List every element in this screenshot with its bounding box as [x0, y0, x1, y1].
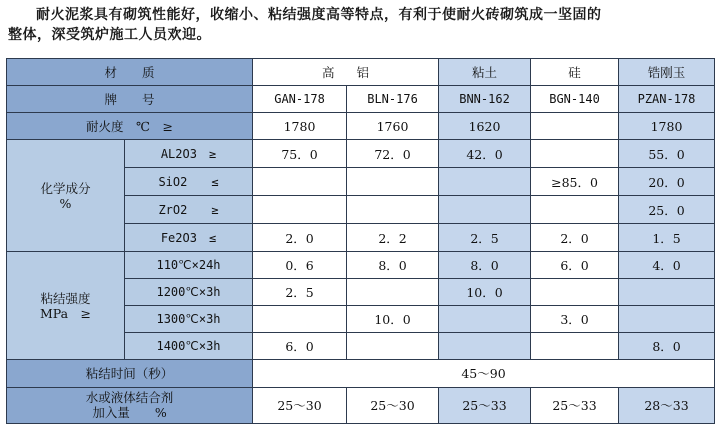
chem-cell: [347, 168, 439, 196]
intro-line-1: 耐火泥浆具有砌筑性能好，收缩小、粘结强度高等特点，有利于使耐火砖砌筑成一坚固的: [36, 7, 602, 23]
bond-cell: [531, 333, 619, 360]
chem-cell: 72．0: [347, 140, 439, 168]
material-group-clay: 粘土: [439, 59, 531, 86]
bond-cell: [347, 333, 439, 360]
chem-cell: 2．5: [439, 224, 531, 252]
binder-label-line-1: 水或液体结合剂: [85, 390, 174, 406]
chem-cell: [531, 140, 619, 168]
bond-cell: 6．0: [531, 252, 619, 279]
bond-row-label: 1400℃×3h: [125, 333, 253, 360]
binder-label-line-2: 加入量 %: [92, 405, 167, 421]
spec-table: [6, 58, 715, 424]
refractoriness-label: 耐火度 ℃ ≥: [7, 113, 253, 140]
grade-cell: BLN-176: [347, 86, 439, 113]
chem-cell: [439, 196, 531, 224]
chem-cell: [531, 196, 619, 224]
bond-time-label: 粘结时间（秒）: [7, 360, 253, 387]
chem-group-title: 化学成分: [40, 180, 91, 196]
bond-time-row: [7, 360, 715, 387]
material-row: [7, 59, 715, 86]
chem-cell: 55．0: [619, 140, 715, 168]
grade-cell: BGN-140: [531, 86, 619, 113]
binder-cell: 28～33: [619, 387, 715, 424]
refractoriness-cell: 1620: [439, 113, 531, 140]
chem-row-label: ZrO2 ≥: [125, 196, 253, 224]
material-group-high: 高: [322, 65, 357, 81]
bond-cell: [439, 333, 531, 360]
bond-row: [7, 252, 715, 279]
material-group-high-alumina: [253, 59, 439, 86]
bond-cell: 10．0: [347, 306, 439, 333]
bond-cell: 8．0: [619, 333, 715, 360]
bond-row-label: 110℃×24h: [125, 252, 253, 279]
bond-time-value: 45～90: [253, 360, 715, 387]
chem-cell: [347, 196, 439, 224]
chem-cell: 2．2: [347, 224, 439, 252]
material-label: 材 质: [7, 59, 253, 86]
chem-group-unit: %: [59, 195, 72, 211]
bond-cell: [439, 306, 531, 333]
chem-cell: 1．5: [619, 224, 715, 252]
material-group-silica: 硅: [531, 59, 619, 86]
bond-cell: 3．0: [531, 306, 619, 333]
bond-cell: 2．5: [253, 279, 347, 306]
bond-cell: [347, 279, 439, 306]
chem-cell: [439, 168, 531, 196]
binder-label: [7, 387, 253, 424]
bond-cell: [531, 279, 619, 306]
material-group-alumina: 铝: [356, 65, 370, 81]
chem-cell: 42．0: [439, 140, 531, 168]
chem-cell: 75．0: [253, 140, 347, 168]
bond-cell: [619, 306, 715, 333]
binder-cell: 25～30: [347, 387, 439, 424]
bond-cell: [619, 279, 715, 306]
bond-group-title: 粘结强度: [40, 290, 91, 306]
refractoriness-cell: [531, 113, 619, 140]
binder-row: [7, 387, 715, 424]
chem-cell: 2．0: [253, 224, 347, 252]
chem-group-label: [7, 140, 125, 252]
bond-cell: 8．0: [347, 252, 439, 279]
binder-cell: 25～30: [253, 387, 347, 424]
chem-cell: [253, 168, 347, 196]
chem-cell: 2．0: [531, 224, 619, 252]
bond-cell: 10．0: [439, 279, 531, 306]
grade-row: [7, 86, 715, 113]
bond-cell: 8．0: [439, 252, 531, 279]
refractoriness-cell: 1780: [619, 113, 715, 140]
grade-cell: PZAN-178: [619, 86, 715, 113]
binder-cell: 25～33: [531, 387, 619, 424]
bond-row-label: 1200℃×3h: [125, 279, 253, 306]
bond-row-label: 1300℃×3h: [125, 306, 253, 333]
refractoriness-row: [7, 113, 715, 140]
chem-row-label: SiO2 ≤: [125, 168, 253, 196]
binder-cell: 25～33: [439, 387, 531, 424]
bond-cell: 6．0: [253, 333, 347, 360]
chem-cell: 25．0: [619, 196, 715, 224]
chem-cell: [253, 196, 347, 224]
bond-group-label: [7, 252, 125, 360]
grade-label: 牌 号: [7, 86, 253, 113]
bond-cell: 0．6: [253, 252, 347, 279]
material-group-zircon-corundum: 锆刚玉: [619, 59, 715, 86]
chem-cell: ≥85．0: [531, 168, 619, 196]
intro-line-2: 整体，深受筑炉施工人员欢迎。: [8, 27, 211, 43]
chem-row: [7, 140, 715, 168]
grade-cell: BNN-162: [439, 86, 531, 113]
chem-row-label: AL2O3 ≥: [125, 140, 253, 168]
refractoriness-cell: 1760: [347, 113, 439, 140]
chem-row-label: Fe2O3 ≤: [125, 224, 253, 252]
bond-cell: 4．0: [619, 252, 715, 279]
grade-cell: GAN-178: [253, 86, 347, 113]
chem-cell: 20．0: [619, 168, 715, 196]
intro-text: [0, 0, 720, 45]
bond-group-unit: MPa ≥: [39, 305, 92, 321]
bond-cell: [253, 306, 347, 333]
refractoriness-cell: 1780: [253, 113, 347, 140]
